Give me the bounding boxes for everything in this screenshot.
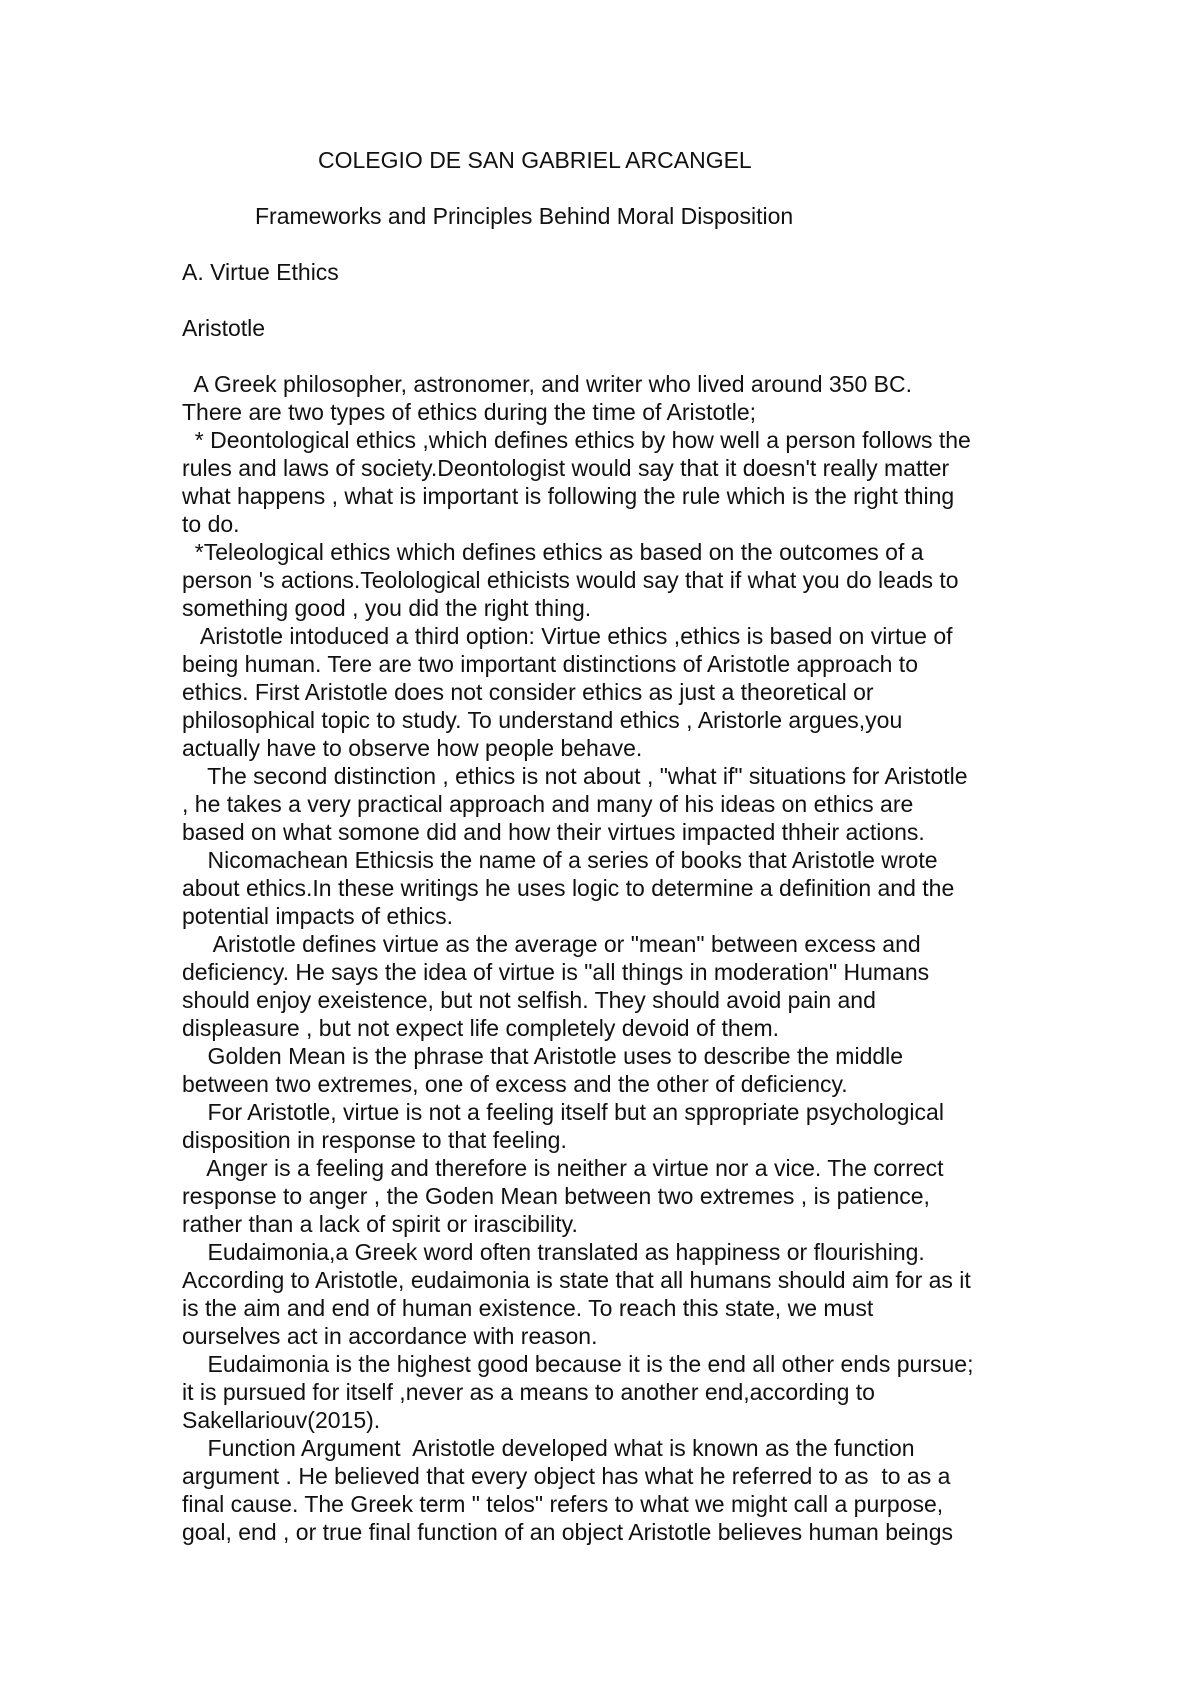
body-line: goal, end , or true final function of an object Aristotle believes human beings: [182, 1519, 953, 1545]
body-line: rather than a lack of spirit or irascibility.: [182, 1211, 578, 1237]
section-heading: A. Virtue Ethics: [182, 259, 339, 285]
body-line: between two extremes, one of excess and the other of deficiency.: [182, 1071, 848, 1097]
school-name: COLEGIO DE SAN GABRIEL ARCANGEL: [318, 147, 752, 173]
body-line: ourselves act in accordance with reason.: [182, 1323, 598, 1349]
body-line: about ethics.In these writings he uses logic to determine a definition and the: [182, 875, 955, 901]
body-line: disposition in response to that feeling.: [182, 1127, 567, 1153]
body-line: is the aim and end of human existence. To reach this state, we must: [182, 1295, 874, 1321]
body-line: * Deontological ethics ,which defines ethics by how well a person follows the: [182, 427, 971, 453]
body-line: rules and laws of society.Deontologist would say that it doesn't really matter: [182, 455, 950, 481]
person-heading: Aristotle: [182, 315, 266, 341]
body-line: According to Aristotle, eudaimonia is state that all humans should aim for as it: [182, 1267, 971, 1293]
body-line: philosophical topic to study. To understand ethics , Aristorle argues,you: [182, 707, 903, 733]
body-line: There are two types of ethics during the time of Aristotle;: [182, 399, 757, 425]
body-line: Sakellariouv(2015).: [182, 1407, 381, 1433]
body-line: should enjoy exeistence, but not selfish. They should avoid pain and: [182, 987, 876, 1013]
body-line: Nicomachean Ethicsis the name of a series of books that Aristotle wrote: [182, 847, 938, 873]
body-line: Function Argument Aristotle developed what is known as the function: [182, 1435, 915, 1461]
body-line: Aristotle defines virtue as the average or "mean" between excess and: [182, 931, 921, 957]
body-text: [182, 370, 1062, 1546]
body-line: Aristotle intoduced a third option: Virtue ethics ,ethics is based on virtue of: [182, 623, 953, 649]
body-line: *Teleological ethics which defines ethics as based on the outcomes of a: [182, 539, 924, 565]
body-line: The second distinction , ethics is not about , "what if" situations for Aristotle: [182, 763, 968, 789]
body-line: something good , you did the right thing.: [182, 595, 592, 621]
body-line: deficiency. He says the idea of virtue is "all things in moderation" Humans: [182, 959, 930, 985]
body-line: argument . He believed that every object has what he referred to as to as a: [182, 1463, 951, 1489]
body-line: For Aristotle, virtue is not a feeling itself but an sppropriate psychological: [182, 1099, 944, 1125]
body-line: to do.: [182, 511, 240, 537]
document-subtitle: Frameworks and Principles Behind Moral Disposition: [255, 203, 794, 229]
body-line: it is pursued for itself ,never as a means to another end,according to: [182, 1379, 875, 1405]
body-line: Eudaimonia,a Greek word often translated as happiness or flourishing.: [182, 1239, 925, 1265]
body-line: being human. Tere are two important distinctions of Aristotle approach to: [182, 651, 918, 677]
body-line: A Greek philosopher, astronomer, and writer who lived around 350 BC.: [182, 371, 913, 397]
body-line: , he takes a very practical approach and many of his ideas on ethics are: [182, 791, 914, 817]
body-line: final cause. The Greek term " telos" refers to what we might call a purpose,: [182, 1491, 944, 1517]
body-line: potential impacts of ethics.: [182, 903, 454, 929]
body-line: actually have to observe how people behave.: [182, 735, 643, 761]
body-line: Eudaimonia is the highest good because it is the end all other ends pursue;: [182, 1351, 974, 1377]
body-line: displeasure , but not expect life completely devoid of them.: [182, 1015, 780, 1041]
body-line: Golden Mean is the phrase that Aristotle uses to describe the middle: [182, 1043, 904, 1069]
body-line: what happens , what is important is following the rule which is the right thing: [182, 483, 955, 509]
body-line: ethics. First Aristotle does not consider ethics as just a theoretical or: [182, 679, 874, 705]
body-line: based on what somone did and how their virtues impacted thheir actions.: [182, 819, 925, 845]
body-line: Anger is a feeling and therefore is neither a virtue nor a vice. The correct: [182, 1155, 944, 1181]
body-line: response to anger , the Goden Mean between two extremes , is patience,: [182, 1183, 930, 1209]
body-line: person 's actions.Teolological ethicists would say that if what you do leads to: [182, 567, 959, 593]
